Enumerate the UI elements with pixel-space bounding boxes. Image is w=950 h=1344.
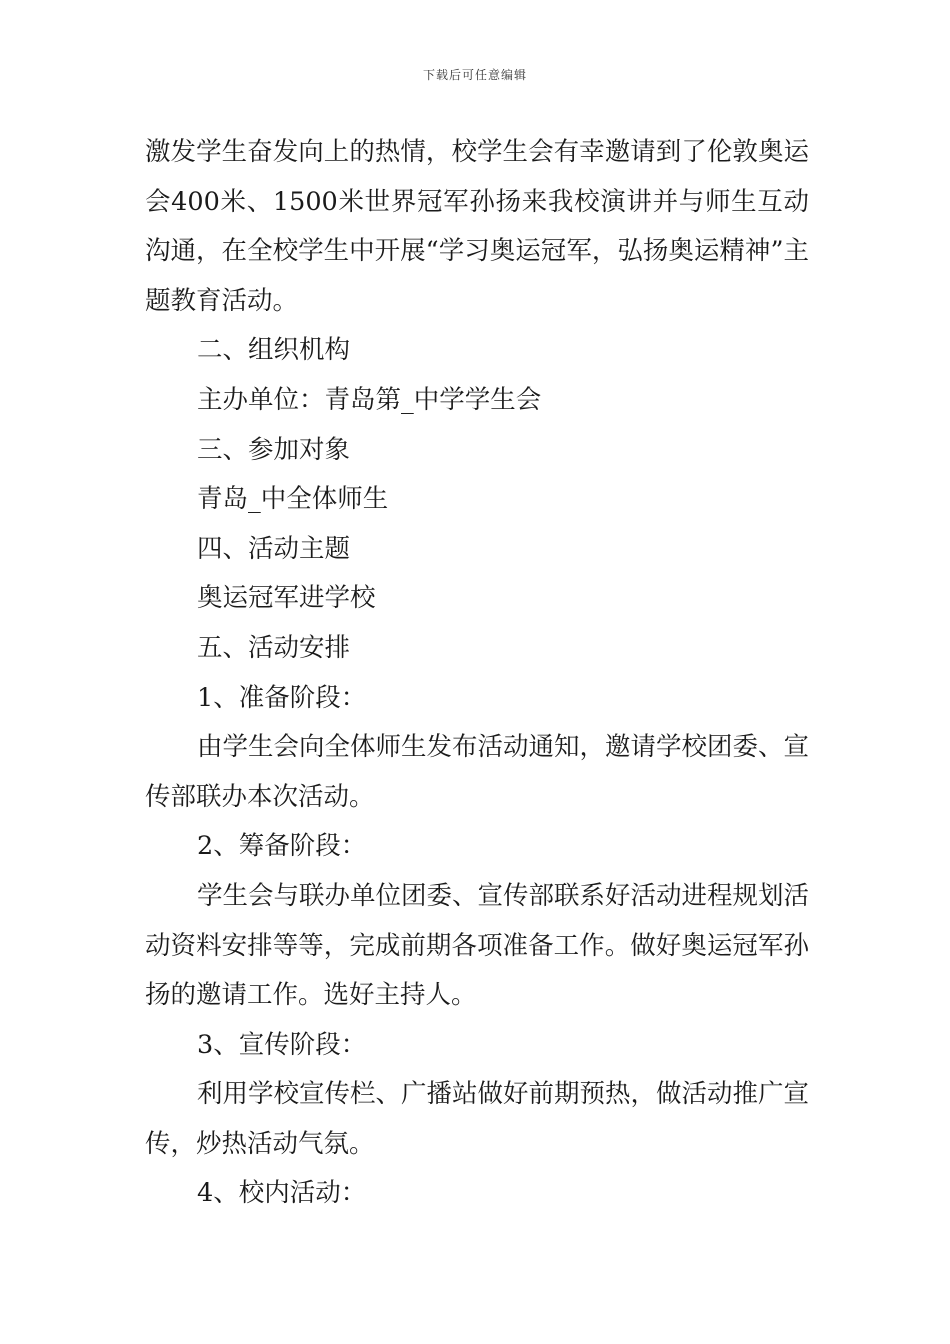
heading-participants: 三、参加对象 <box>197 434 351 465</box>
paragraph-preparation: 由学生会向全体师生发布活动通知，邀请学校团委、宣传部联办本次活动。 <box>145 732 810 812</box>
paragraph-theme: 奥运冠军进学校 <box>197 583 376 614</box>
subheading-preparation: 1、准备阶段： <box>197 682 367 713</box>
heading-schedule: 五、活动安排 <box>197 632 351 663</box>
page-header-note: 下载后可任意编辑 <box>422 68 527 82</box>
heading-theme: 四、活动主题 <box>197 533 351 564</box>
paragraph-intro-continued: 激发学生奋发向上的热情，校学生会有幸邀请到了伦敦奥运会400米、1500米世界冠军孙扬来我校演讲并与师生互动沟通，在全校学生中开展“学习奥运冠军，弘扬奥运精神”主题教育活动。 <box>145 137 809 316</box>
document-body <box>145 128 809 1219</box>
subheading-campus-activity: 4、校内活动： <box>197 1178 367 1209</box>
paragraph-organizer: 主办单位：青岛第_中学学生会 <box>197 384 542 415</box>
paragraph-planning: 学生会与联办单位团委、宣传部联系好活动进程规划活动资料安排等等，完成前期各项准备工作。做好奥运冠军孙扬的邀请工作。选好主持人。 <box>145 880 810 1011</box>
paragraph-publicity: 利用学校宣传栏、广播站做好前期预热，做活动推广宣传，炒热活动气氛。 <box>145 1079 810 1159</box>
subheading-planning: 2、筹备阶段： <box>197 831 367 862</box>
heading-organization: 二、组织机构 <box>197 335 351 366</box>
subheading-publicity: 3、宣传阶段： <box>197 1029 367 1060</box>
paragraph-participants: 青岛_中全体师生 <box>197 484 389 515</box>
